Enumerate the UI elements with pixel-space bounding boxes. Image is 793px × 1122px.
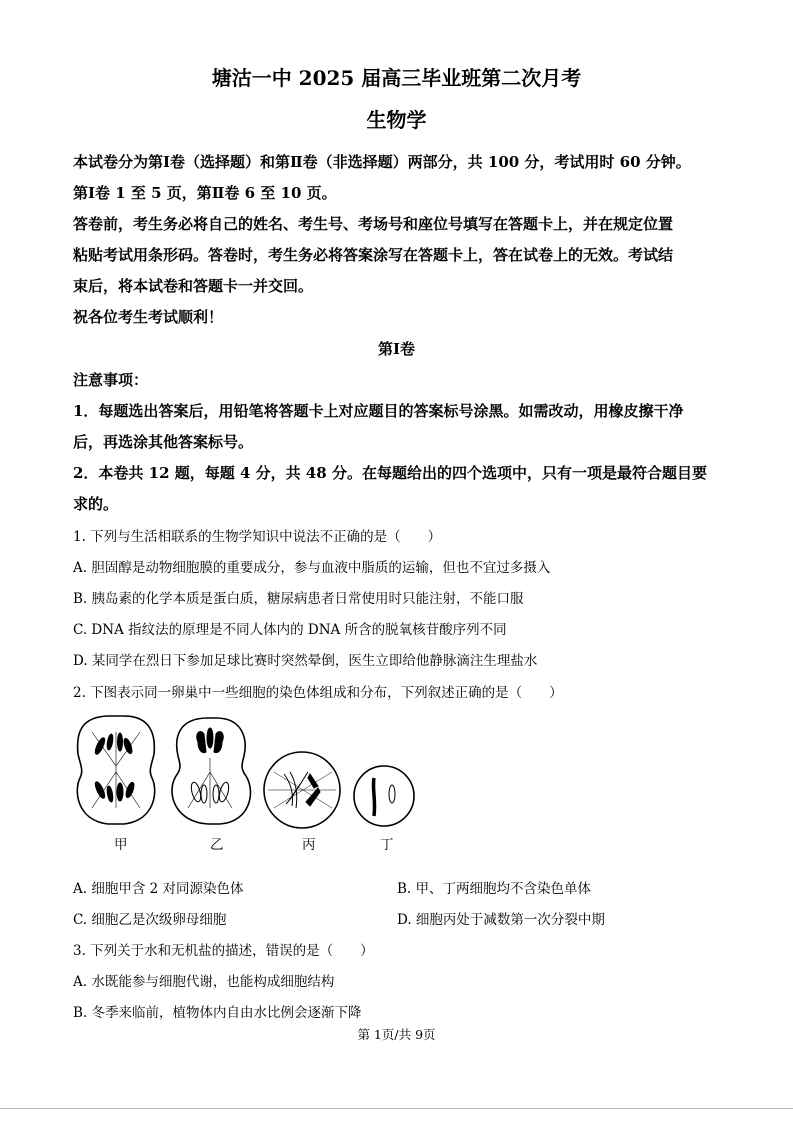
instruction-line: 答卷前，考生务必将自己的姓名、考生号、考场号和座位号填写在答题卡上，并在规定位置	[73, 215, 674, 233]
exam-title: 塘沽一中 2025 届高三毕业班第二次月考	[211, 66, 582, 90]
figure-label-jia: 甲	[114, 837, 128, 853]
instruction-line: 第Ⅰ卷 1 至 5 页，第Ⅱ卷 6 至 10 页。	[73, 184, 337, 202]
cell-ding	[354, 766, 414, 826]
question-3-stem: 3. 下列关于水和无机盐的描述，错误的是（ ）	[73, 943, 374, 959]
cell-bing	[264, 752, 340, 828]
question-1-stem: 1. 下列与生活相联系的生物学知识中说法不正确的是（ ）	[73, 529, 442, 545]
note-line: 后，再选涂其他答案标号。	[73, 433, 254, 451]
note-line: 2．本卷共 12 题，每题 4 分，共 48 分。在每题给出的四个选项中，只有一项是最符合题目要	[73, 464, 707, 482]
q3-option-b: B. 冬季来临前，植物体内自由水比例会逐渐下降	[73, 1005, 362, 1021]
figure-label-ding: 丁	[380, 837, 394, 853]
note-line: 1．每题选出答案后，用铅笔将答题卡上对应题目的答案标号涂黑。如需改动，用橡皮擦干净	[73, 402, 684, 420]
q2-option-c: C. 细胞乙是次级卵母细胞	[73, 912, 227, 928]
page-footer: 第 1页/共 9页	[357, 1027, 436, 1042]
notes-heading: 注意事项：	[73, 371, 149, 389]
section-title: 第Ⅰ卷	[377, 340, 416, 358]
good-luck-line: 祝各位考生考试顺利！	[73, 308, 224, 326]
instruction-line: 粘贴考试用条形码。答卷时，考生务必将答案涂写在答题卡上，答在试卷上的无效。考试结	[73, 246, 674, 264]
q1-option-a: A. 胆固醇是动物细胞膜的重要成分，参与血液中脂质的运输，但也不宜过多摄入	[73, 560, 551, 576]
q2-option-d: D. 细胞丙处于减数第一次分裂中期	[397, 912, 605, 928]
figure-label-bing: 丙	[302, 837, 316, 853]
subject-title: 生物学	[366, 108, 427, 132]
q2-option-b: B. 甲、丁两细胞均不含染色单体	[397, 881, 592, 897]
cell-yi	[172, 718, 250, 824]
instruction-line: 束后，将本试卷和答题卡一并交回。	[73, 277, 314, 295]
q1-option-b: B. 胰岛素的化学本质是蛋白质，糖尿病患者日常使用时只能注射，不能口服	[73, 591, 524, 607]
question-2-stem: 2. 下图表示同一卵巢中一些细胞的染色体组成和分布，下列叙述正确的是（ ）	[73, 685, 563, 701]
q1-option-c: C. DNA 指纹法的原理是不同人体内的 DNA 所含的脱氧核苷酸序列不同	[73, 622, 507, 638]
cell-figure	[70, 712, 430, 842]
cell-jia	[77, 716, 154, 824]
note-line: 求的。	[73, 495, 119, 513]
page-bottom-divider	[0, 1108, 793, 1109]
q1-option-d: D. 某同学在烈日下参加足球比赛时突然晕倒，医生立即给他静脉滴注生理盐水	[73, 653, 538, 669]
q2-option-a: A. 细胞甲含 2 对同源染色体	[73, 881, 244, 897]
q3-option-a: A. 水既能参与细胞代谢，也能构成细胞结构	[73, 974, 335, 990]
figure-label-yi: 乙	[210, 837, 224, 853]
instruction-line: 本试卷分为第Ⅰ卷（选择题）和第Ⅱ卷（非选择题）两部分，共 100 分，考试用时 60 分钟。	[73, 153, 691, 171]
